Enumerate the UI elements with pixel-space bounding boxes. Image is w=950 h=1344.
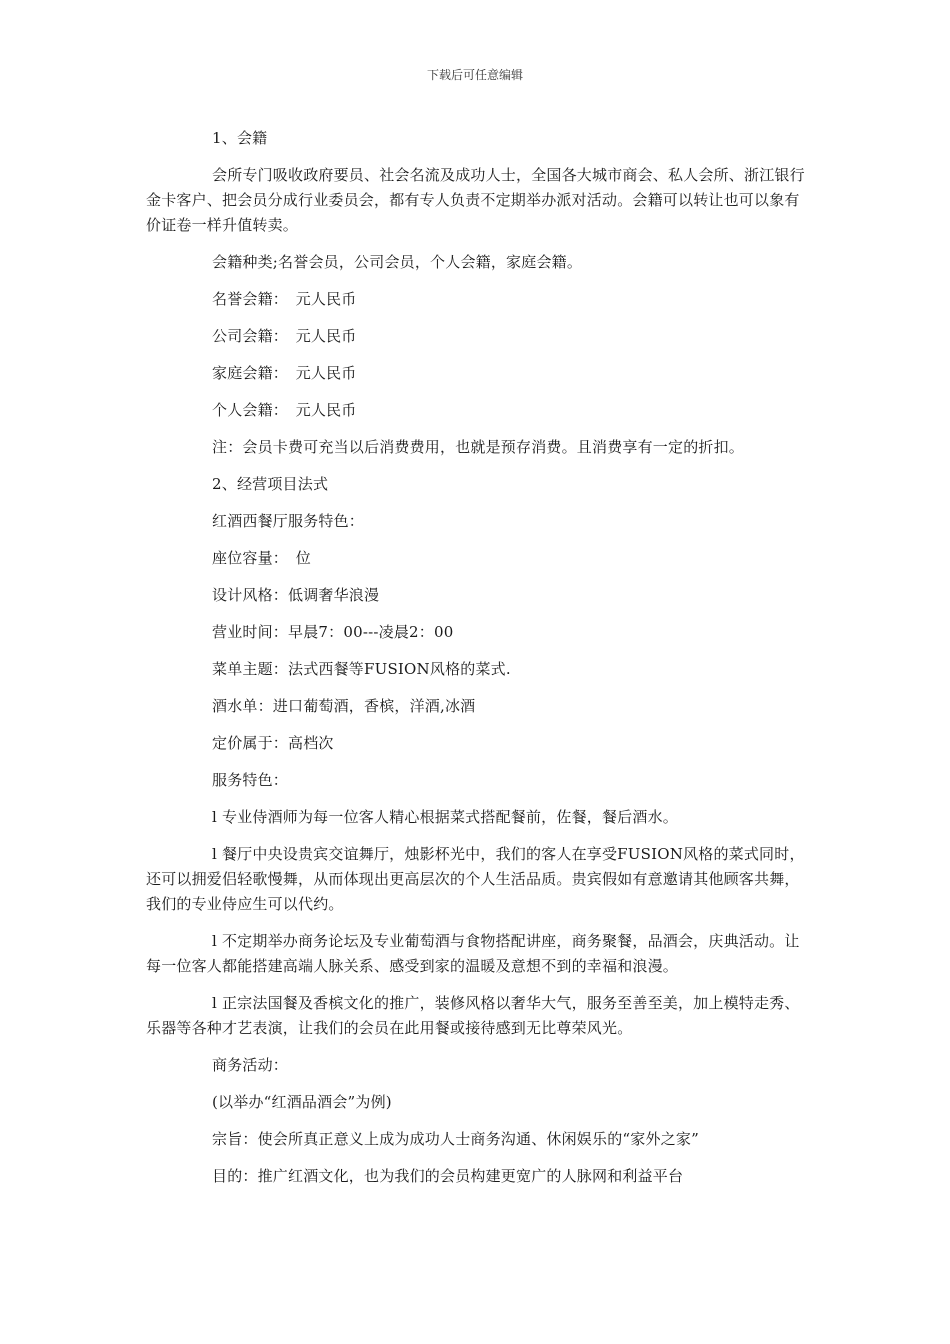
paragraph-restaurant-features: 红酒西餐厅服务特色：: [212, 512, 365, 530]
paragraph-business-activities: 商务活动：: [212, 1056, 289, 1074]
paragraph-seating: 座位容量： 位: [212, 549, 311, 567]
paragraph-pricing: 定价属于：高档次: [212, 734, 334, 752]
list-item-forums: l 不定期举办商务论坛及专业葡萄酒与食物搭配讲座，商务聚餐，品酒会，庆典活动。让每一位客人都能搭建高端人脉关系、感受到家的温暖及意想不到的幸福和浪漫。: [146, 932, 800, 975]
fee-company: 公司会籍： 元人民币: [212, 327, 357, 345]
paragraph-wine-list: 酒水单：进口葡萄酒，香槟，洋酒,冰酒: [212, 697, 476, 715]
fee-personal: 个人会籍： 元人民币: [212, 401, 357, 419]
paragraph-goal: 目的：推广红酒文化，也为我们的会员构建更宽广的人脉网和利益平台: [212, 1167, 684, 1185]
paragraph-service-heading: 服务特色：: [212, 771, 289, 789]
paragraph-membership-intro: 会所专门吸收政府要员、社会名流及成功人士，全国各大城市商会、私人会所、浙江银行金卡客户、把会员分成行业委员会，都有专人负责不定期举办派对活动。会籍可以转让也可以象有价证卷一样升值转卖。: [146, 166, 805, 234]
paragraph-note: 注：会员卡费可充当以后消费费用，也就是预存消费。且消费享有一定的折扣。: [212, 438, 745, 456]
paragraph-example: (以举办“红酒品酒会”为例): [212, 1093, 392, 1111]
page-header: 下载后可任意编辑: [426, 68, 523, 82]
paragraph-membership-types: 会籍种类;名誉会员，公司会员，个人会籍，家庭会籍。: [212, 253, 583, 271]
paragraph-hours: 营业时间：早晨7：00---凌晨2：00: [212, 623, 454, 641]
paragraph-design-style: 设计风格：低调奢华浪漫: [212, 586, 380, 604]
section-heading-business: 2、经营项目法式: [212, 475, 329, 493]
paragraph-menu-theme: 菜单主题：法式西餐等FUSION风格的菜式.: [212, 660, 511, 678]
list-item-ballroom: l 餐厅中央设贵宾交谊舞厅，烛影杯光中，我们的客人在享受FUSION风格的菜式同时，还可以拥爱侣轻歌慢舞，从而体现出更高层次的个人生活品质。贵宾假如有意邀请其他顾客共舞，我们的专业侍应生可以代约。: [146, 845, 805, 913]
fee-honorary: 名誉会籍： 元人民币: [212, 290, 357, 308]
section-heading-membership: 1、会籍: [212, 129, 268, 147]
list-item-french-cuisine: l 正宗法国餐及香槟文化的推广，装修风格以奢华大气，服务至善至美，加上模特走秀、乐器等各种才艺表演，让我们的会员在此用餐或接待感到无比尊荣风光。: [146, 994, 800, 1037]
paragraph-purpose: 宗旨：使会所真正意义上成为成功人士商务沟通、休闲娱乐的“家外之家”: [212, 1130, 699, 1148]
fee-family: 家庭会籍： 元人民币: [212, 364, 357, 382]
document-body: [146, 126, 806, 1201]
list-item-sommelier: l 专业侍酒师为每一位客人精心根据菜式搭配餐前，佐餐，餐后酒水。: [212, 808, 678, 826]
